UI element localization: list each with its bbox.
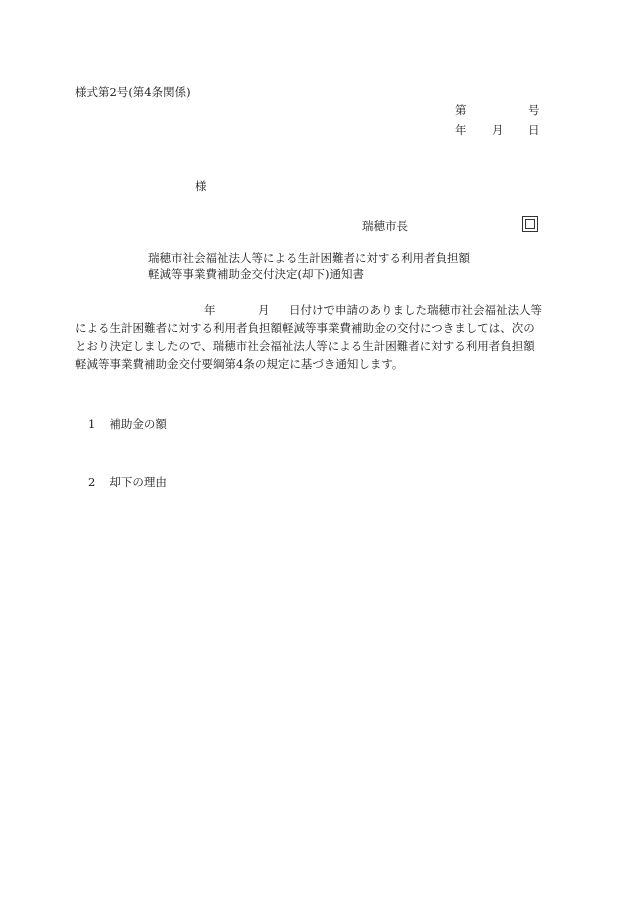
issue-date-day: 日 xyxy=(528,123,540,137)
document-number-prefix: 第 xyxy=(455,103,467,117)
issue-date-month: 月 xyxy=(492,123,504,137)
section-label: 却下の理由 xyxy=(109,475,167,489)
document-title-line-1: 瑞穂市社会福祉法人等による生計困難者に対する利用者負担額 xyxy=(148,251,470,265)
body-text-line-1: 日付けで申請のありました瑞穂市社会福祉法人等 xyxy=(289,303,542,317)
section-number: 2 xyxy=(88,475,96,489)
body-date-year: 年 xyxy=(204,303,216,317)
body-text-line-4: 軽減等事業費補助金交付要綱第4条の規定に基づき通知します。 xyxy=(75,357,404,371)
sender-name: 瑞穂市長 xyxy=(362,219,408,233)
section-subsidy-amount xyxy=(88,419,167,431)
recipient-honorific: 様 xyxy=(195,179,207,193)
body-text-line-2: による生計困難者に対する利用者負担額軽減等事業費補助金の交付につきましては、次の xyxy=(75,321,535,335)
section-label: 補助金の額 xyxy=(109,417,167,431)
body-text-line-3: とおり決定しましたので、瑞穂市社会福祉法人等による生計困難者に対する利用者負担額 xyxy=(75,339,535,353)
issue-date-year: 年 xyxy=(455,123,467,137)
seal-stamp-icon xyxy=(522,216,538,232)
section-rejection-reason xyxy=(88,477,167,489)
seal-inner-frame xyxy=(525,219,535,229)
document-number-suffix: 号 xyxy=(528,103,540,117)
body-date-month: 月 xyxy=(258,303,270,317)
document-title-line-2: 軽減等事業費補助金交付決定(却下)通知書 xyxy=(148,267,364,281)
form-number: 様式第2号(第4条関係) xyxy=(75,85,191,99)
section-number: 1 xyxy=(88,417,96,431)
